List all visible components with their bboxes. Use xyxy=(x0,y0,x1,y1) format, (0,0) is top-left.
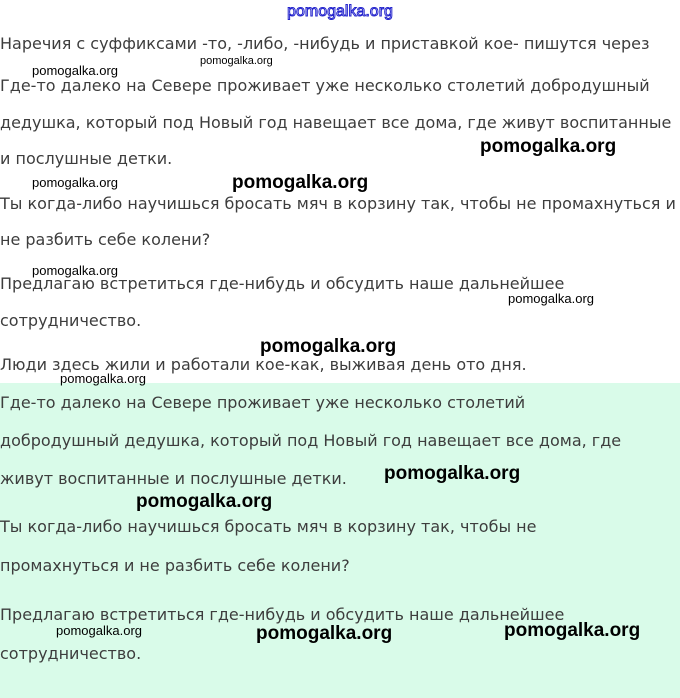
watermark-label: pomogalka.org xyxy=(232,172,369,193)
watermark-label: pomogalka.org xyxy=(32,263,118,278)
watermark-label: pomogalka.org xyxy=(32,63,118,78)
answer-line: Предлагаю встретиться где-нибудь и обсудить наше дальнейшее xyxy=(0,605,565,624)
site-header-link[interactable]: pomogalka.org xyxy=(287,3,393,20)
answer-line: Ты когда-либо научишься бросать мяч в корзину так, чтобы не xyxy=(0,517,537,536)
task-line: дедушка, который под Новый год навещает все дома, где живут воспитанные xyxy=(0,113,672,132)
task-line: и послушные детки. xyxy=(0,149,173,168)
watermark-label: pomogalka.org xyxy=(504,620,641,641)
watermark-label: pomogalka.org xyxy=(508,291,594,306)
task-line: не разбить себе колени? xyxy=(0,230,211,249)
task-line: сотрудничество. xyxy=(0,311,142,330)
answer-line: живут воспитанные и послушные детки. xyxy=(0,469,347,488)
answer-line: промахнуться и не разбить себе колени? xyxy=(0,556,350,575)
watermark-label: pomogalka.org xyxy=(56,623,142,638)
answer-line: добродушный дедушка, который под Новый год навещает все дома, где xyxy=(0,431,622,450)
task-instruction: Наречия с суффиксами -то, -либо, -нибудь и приставкой кое- пишутся через xyxy=(0,34,650,53)
task-line: Люди здесь жили и работали кое-как, выживая день ото дня. xyxy=(0,355,527,374)
watermark-label: pomogalka.org xyxy=(480,136,617,157)
watermark-label: pomogalka.org xyxy=(60,371,146,386)
task-line: Предлагаю встретиться где-нибудь и обсудить наше дальнейшее xyxy=(0,274,565,293)
task-line: Где-то далеко на Севере проживает уже несколько столетий добродушный xyxy=(0,76,650,95)
watermark-label: pomogalka.org xyxy=(200,55,273,67)
watermark-label: pomogalka.org xyxy=(384,463,521,484)
watermark-label: pomogalka.org xyxy=(256,623,393,644)
watermark-label: pomogalka.org xyxy=(136,491,273,512)
task-line: Ты когда-либо научишься бросать мяч в корзину так, чтобы не промахнуться и xyxy=(0,194,676,213)
answer-line: сотрудничество. xyxy=(0,644,142,663)
answer-line: Где-то далеко на Севере проживает уже несколько столетий xyxy=(0,393,526,412)
watermark-label: pomogalka.org xyxy=(32,175,118,190)
watermark-label: pomogalka.org xyxy=(260,336,397,357)
answer-block xyxy=(0,383,680,698)
